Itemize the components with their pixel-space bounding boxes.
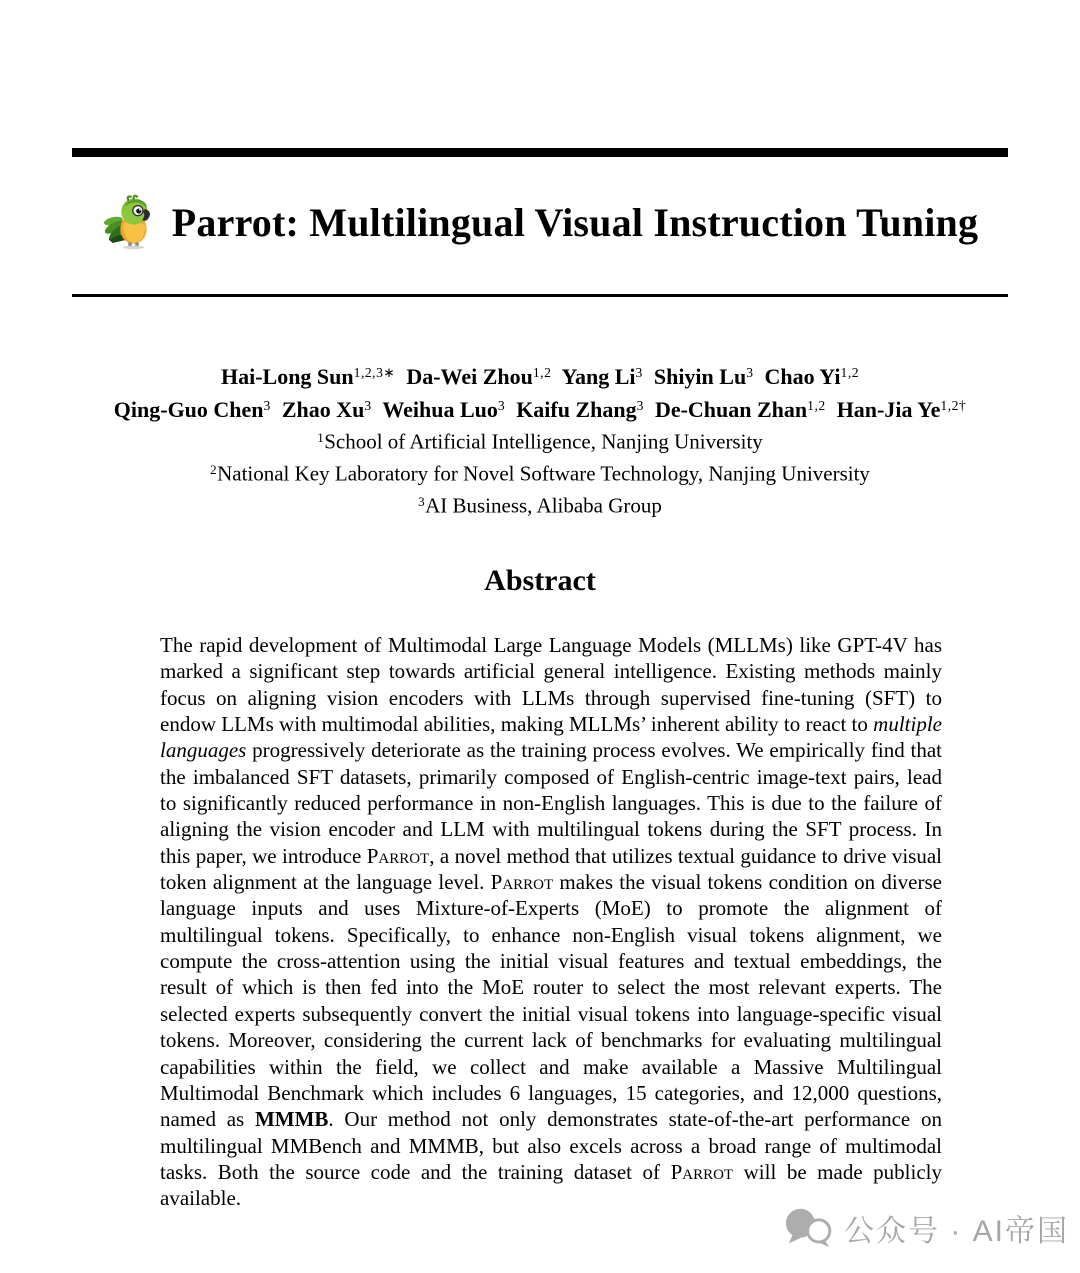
abstract-text: The rapid development of Multimodal Large Language Models (MLLMs) like GPT-4V has marked a significant step towards artificial general intelligence. Existing methods mainly focus on aligning vision encoders with LLMs through supervised fine-tuning (SFT) to endow LLMs with multimodal abilities, making MLLMs’ inherent ability to react to multiple languages progressively deteriorate as the training process evolves. We empirically find that the imbalanced SFT datasets, primarily composed of English-centric image-text pairs, lead to significantly reduced performance in non-English languages. This is due to the failure of aligning the vision encoder and LLM with multilingual tokens during the SFT process. In this paper, we introduce Parrot, a novel method that utilizes textual guidance to drive visual token alignment at the language level. Parrot makes the visual tokens condition on diverse language inputs and uses Mixture-of-Experts (MoE) to promote the alignment of multilingual tokens. Specifically, to enhance non-English visual tokens alignment, we compute the cross-attention using the initial visual features and textual embeddings, the result of which is then fed into the MoE router to select the most relevant experts. The selected experts subsequently convert the initial visual tokens into language-specific visual tokens. Moreover, considering the current lack of benchmarks for evaluating multilingual capabilities within the field, we collect and make available a Massive Multilingual Multimodal Benchmark which includes 6 languages, 15 categories, and 12,000 questions, named as MMMB. Our method not only demonstrates state-of-the-art performance on multilingual MMBench and MMMB, but also excels across a broad range of multimodal tasks. Both the source code and the training dataset of Parrot will be made publicly available.: [160, 633, 942, 1211]
title-underline-rule: [72, 294, 1008, 297]
paper-title: Parrot: Multilingual Visual Instruction Tuning: [171, 199, 979, 245]
author-block: [40, 358, 1040, 520]
authors-line-2: Qing-Guo Chen$^3$ Zhao Xu$^3$ Weihua Luo$^3$ Kaifu Zhang$^3$ De-Chuan Zhan$^{1,2}$ Han-Jia $Ye^{1,2\dagger}$: [113, 396, 967, 422]
top-rule: [72, 148, 1008, 157]
parrot-emoji-icon: [102, 192, 158, 252]
affiliation-1: $^1$School of Artificial Intelligence, Nanjing University: [317, 429, 763, 454]
paper-title-row: [72, 192, 1008, 252]
watermark-text: 公众号 · AI帝国: [844, 1215, 1070, 1248]
authors-line-1: Hai-Long Sun$^{1,2,3∗}$ Da-Wei Zhou$^{1,2}$ Yang Li$^3$ Shiyin Lu$^3$ Chao Yi$^{1,2}$: [220, 363, 860, 389]
abstract-heading: Abstract: [484, 564, 596, 597]
speech-bubbles-logo-icon: [784, 1206, 838, 1250]
watermark: [784, 1206, 1069, 1250]
affiliation-3: $^3$AI Business, Alibaba Group: [418, 493, 662, 518]
affiliation-2: $^2$National Key Laboratory for Novel Software Technology, Nanjing University: [210, 461, 870, 486]
